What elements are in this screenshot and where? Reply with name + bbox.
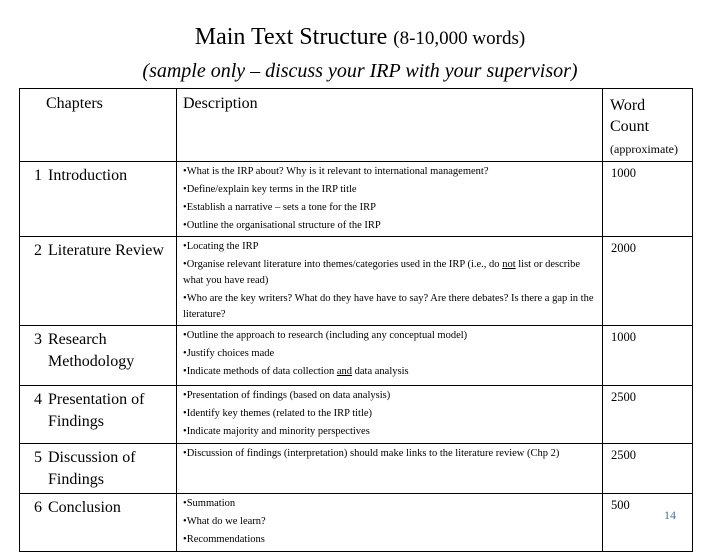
bullet: • Indicate majority and minority perspectives — [183, 424, 596, 440]
word-count-cell: 2500 — [603, 386, 693, 444]
bullet: • What is the IRP about? Why is it relevant to international management? — [183, 164, 596, 180]
bullet: • Presentation of findings (based on data analysis) — [183, 388, 596, 404]
chapter-cell — [20, 162, 176, 187]
page-number: 14 — [664, 508, 676, 522]
header-approx: (approximate) — [610, 142, 678, 156]
chapter-number: 3 — [34, 331, 42, 348]
word-count-cell: 1000 — [603, 326, 693, 386]
bullet: • Outline the approach to research (including any conceptual model) — [183, 328, 596, 344]
bullet-text: Organise relevant literature into themes/categories used in the IRP (i.e., do — [186, 259, 503, 270]
word-count-cell: 2500 — [603, 444, 693, 494]
header-word-count — [603, 89, 693, 162]
header-description: Description — [177, 89, 603, 162]
word-count-cell: 1000 — [603, 162, 693, 237]
chapter-cell — [20, 386, 176, 433]
title-word-range: (8-10,000 words) — [393, 28, 526, 49]
bullet — [183, 257, 596, 289]
bullet: • Recommendations — [183, 532, 596, 548]
bullet: • Who are the key writers? What do they have have to say? Are there debates? Is there a gap in the literature? — [183, 291, 596, 323]
bullet — [183, 364, 596, 380]
table-row — [20, 444, 693, 494]
chapter-name: Research Methodology — [48, 331, 135, 370]
chapter-number: 4 — [34, 391, 42, 408]
bullet-text: Indicate methods of data collection — [186, 366, 337, 377]
bullet: • Define/explain key terms in the IRP title — [183, 182, 596, 198]
table-row — [20, 162, 693, 237]
chapter-name: Presentation of Findings — [48, 391, 145, 430]
chapter-cell — [20, 494, 176, 519]
chapter-name: Discussion of Findings — [48, 449, 136, 488]
chapter-name: Conclusion — [48, 499, 121, 516]
description-cell — [177, 444, 602, 462]
bullet: • Discussion of findings (interpretation) should make links to the literature review (Chp 2) — [183, 446, 596, 462]
bullet: • Justify choices made — [183, 346, 596, 362]
word-count-cell: 2000 — [603, 237, 693, 326]
header-word: Word — [610, 97, 646, 114]
chapter-number: 1 — [34, 167, 42, 184]
table-row — [20, 237, 693, 326]
structure-table — [19, 88, 693, 552]
description-cell — [177, 386, 602, 440]
header-chapters: Chapters — [20, 89, 177, 162]
chapter-name: Literature Review — [48, 242, 164, 259]
table-row — [20, 326, 693, 386]
description-cell — [177, 162, 602, 234]
underlined-word: not — [502, 259, 516, 270]
bullet-text: list or describe what you have read) — [183, 259, 581, 286]
bullet: • Outline the organisational structure of the IRP — [183, 218, 596, 234]
description-cell — [177, 237, 602, 323]
chapter-cell — [20, 237, 176, 262]
header-count: Count — [610, 118, 650, 135]
table-row — [20, 494, 693, 552]
description-cell — [177, 326, 602, 380]
chapter-number: 6 — [34, 499, 42, 516]
slide-title — [0, 22, 720, 54]
title-main: Main Text Structure — [194, 24, 388, 50]
chapter-cell — [20, 326, 176, 373]
bullet: • Establish a narrative – sets a tone for the IRP — [183, 200, 596, 216]
slide-subtitle: (sample only – discuss your IRP with your supervisor) — [142, 60, 578, 82]
bullet-text: data analysis — [352, 366, 409, 377]
word-count-cell: 500 — [603, 494, 693, 552]
chapter-name: Introduction — [48, 167, 128, 184]
table-row — [20, 386, 693, 444]
bullet: • Identify key themes (related to the IRP title) — [183, 406, 596, 422]
chapter-number: 5 — [34, 449, 42, 466]
bullet: • Summation — [183, 496, 596, 512]
bullet: • What do we learn? — [183, 514, 596, 530]
header-row — [20, 89, 693, 162]
bullet: • Locating the IRP — [183, 239, 596, 255]
underlined-word: and — [336, 366, 353, 377]
chapter-number: 2 — [34, 242, 42, 259]
chapter-cell — [20, 444, 176, 491]
